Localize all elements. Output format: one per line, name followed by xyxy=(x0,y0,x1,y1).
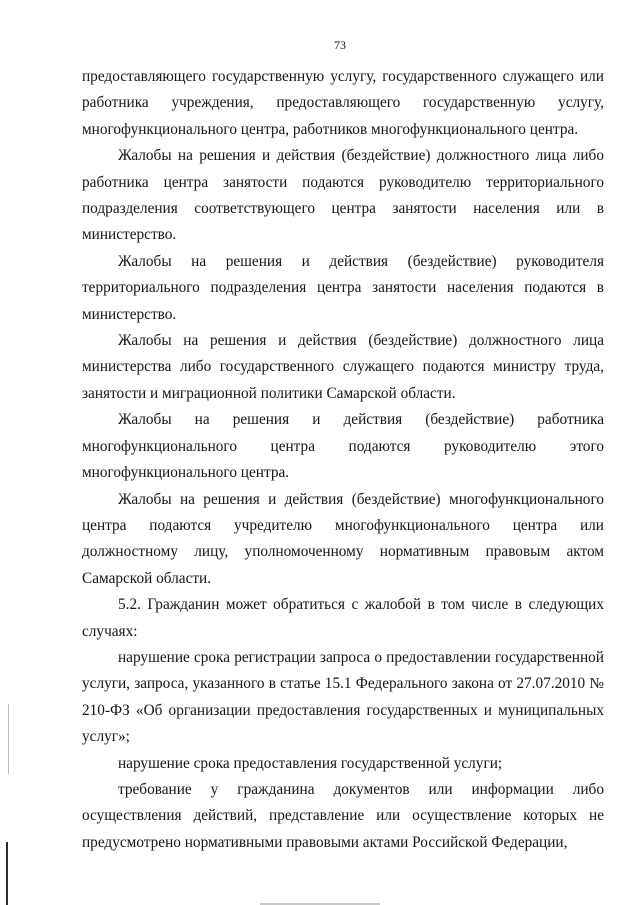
scan-edge-line xyxy=(6,842,8,905)
paragraph-complaints-mfc: Жалобы на решения и действия (бездействие) многофункционального центра подаются учредителю многофункционального центра или должностному лицу, уполномоченному нормативным правовым актом Самарской области. xyxy=(82,490,604,587)
paragraph-complaints-employment-center: Жалобы на решения и действия (бездействие) должностного лица либо работника центра занятости подаются руководителю территориального подразделения соответствующего центра занятости населения или в министерство. xyxy=(82,147,604,244)
list-item-documents-requirement: требование у гражданина документов или информации либо осуществления действий, представление или осуществление которых не предусмотрено нормативными правовыми актами Российской Федерации, xyxy=(82,780,604,851)
list-item-registration-violation: нарушение срока регистрации запроса о предоставлении государственной услуги, запроса, указанного в статье 15.1 Федерального закона от 27.07.2010 № 210-ФЗ «Об организации предоставления государственных и муниципальных услуг»; xyxy=(82,648,604,746)
document-body xyxy=(82,64,604,856)
paragraph-continuation: предоставляющего государственную услугу, государственного служащего или работника учреждения, предоставляющего государственную услугу, многофункционального центра, работников многофункционального центра. xyxy=(82,68,604,138)
list-item-deadline-violation: нарушение срока предоставления государственной услуги; xyxy=(118,754,503,772)
paragraph-complaints-territorial-head: Жалобы на решения и действия (бездействие) руководителя территориального подразделения центра занятости населения подаются в министерство. xyxy=(82,252,604,323)
paragraph-complaints-mfc-worker: Жалобы на решения и действия (бездействие) работника многофункционального центра подаются руководителю этого многофункционального центра. xyxy=(82,411,604,482)
page-number: 73 xyxy=(334,38,346,52)
paragraph-complaints-ministry-official: Жалобы на решения и действия (бездействие) должностного лица министерства либо государственного служащего подаются министру труда, занятости и миграционной политики Самарской области. xyxy=(82,332,604,402)
scan-edge-mark xyxy=(8,704,9,774)
paragraph-section-5-2: 5.2. Гражданин может обратиться с жалобой в том числе в следующих случаях: xyxy=(82,596,604,640)
